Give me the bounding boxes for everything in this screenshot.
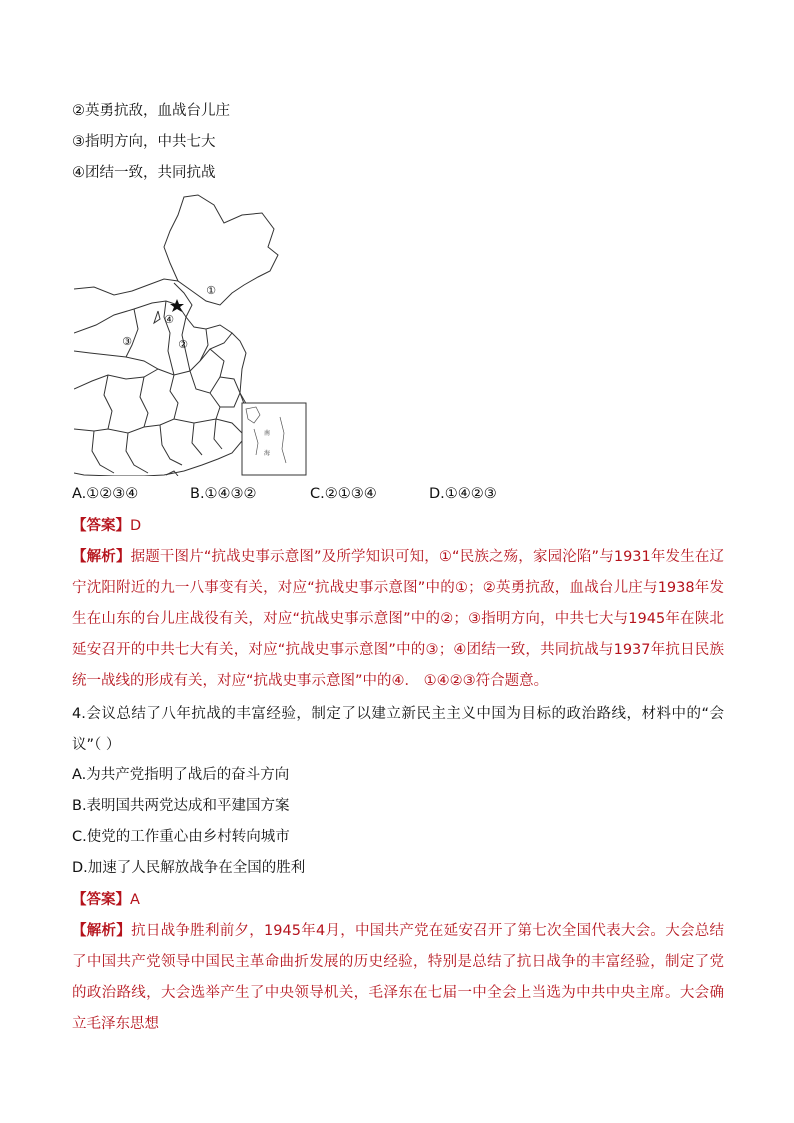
q4-answer-value: A bbox=[130, 892, 140, 908]
q4-stem: 4.会议总结了八年抗战的丰富经验，制定了以建立新民主主义中国为目标的政治路线，材料中的“会议”（ ） bbox=[72, 706, 724, 753]
intro-item-2: ②英勇抗敌，血战台儿庄 bbox=[72, 103, 230, 119]
north-china-outline bbox=[74, 301, 232, 375]
intro-item-4: ④团结一致，共同抗战 bbox=[72, 165, 216, 181]
q4-analysis-text: 抗日战争胜利前夕，1945年4月，中国共产党在延安召开了第七次全国代表大会。大会总结了中国共产党领导中国民主革命曲折发展的历史经验，特别是总结了抗日战争的丰富经验，制定了党的政治路线，大会选举产生了中央领导机关，毛泽东在七届一中全会上当选为中共中央主席。大会确立毛泽东思想 bbox=[72, 923, 725, 1032]
q3-analysis bbox=[72, 542, 724, 697]
q3-analysis-tag: 【解析】 bbox=[72, 549, 131, 565]
q3-analysis-text: 据题干图片“抗战史事示意图”及所学知识可知，①“民族之殇，家园沦陷”与1931年发生在辽宁沈阳附近的九一八事变有关，对应“抗战史事示意图”中的①；②英勇抗敌，血战台儿庄与1938年发生在山东的台儿庄战役有关，对应“抗战史事示意图”中的②；③指明方向，中共七大与1945年在陕北延安召开的中共七大有关，对应“抗战史事示意图”中的③；④团结一致，共同抗战与1937年抗日民族统一战线的形成有关，对应“抗战史事示意图”中的④． ①④②③符合题意。 bbox=[72, 549, 725, 689]
q3-answer bbox=[72, 516, 141, 536]
q3-choice-a: A.①②③④ bbox=[72, 486, 139, 502]
q3-choice-c: C.②①③④ bbox=[310, 486, 377, 502]
inset-label-2: 海 bbox=[264, 450, 271, 457]
map-marker-1: ① bbox=[206, 284, 216, 297]
q4-analysis bbox=[72, 916, 724, 1040]
q4-answer-tag: 【答案】 bbox=[72, 892, 130, 908]
q4-option-a: A.为共产党指明了战后的奋斗方向 bbox=[72, 767, 290, 783]
map-marker-2: ② bbox=[178, 338, 188, 351]
q3-choice-d: D.①④②③ bbox=[429, 486, 497, 502]
q3-answer-tag: 【答案】 bbox=[72, 518, 130, 534]
map-marker-3: ③ bbox=[122, 335, 132, 348]
northeast-outline bbox=[164, 195, 278, 305]
q3-choice-b: B.①④③② bbox=[190, 486, 257, 502]
inset-label-1: 南 bbox=[264, 430, 271, 437]
q4-option-d: D.加速了人民解放战争在全国的胜利 bbox=[72, 860, 306, 876]
anti-japanese-war-map bbox=[74, 193, 310, 476]
q4-answer bbox=[72, 890, 140, 910]
q4-option-b: B.表明国共两党达成和平建国方案 bbox=[72, 798, 290, 814]
intro-item-3: ③指明方向，中共七大 bbox=[72, 134, 216, 150]
q4-option-c: C.使党的工作重心由乡村转向城市 bbox=[72, 829, 290, 845]
inner-mongolia-border bbox=[74, 279, 178, 295]
q4-analysis-tag: 【解析】 bbox=[72, 923, 132, 939]
q3-answer-value: D bbox=[130, 518, 142, 534]
south-china-sea-inset bbox=[242, 403, 306, 475]
map-marker-4: ④ bbox=[164, 313, 174, 326]
